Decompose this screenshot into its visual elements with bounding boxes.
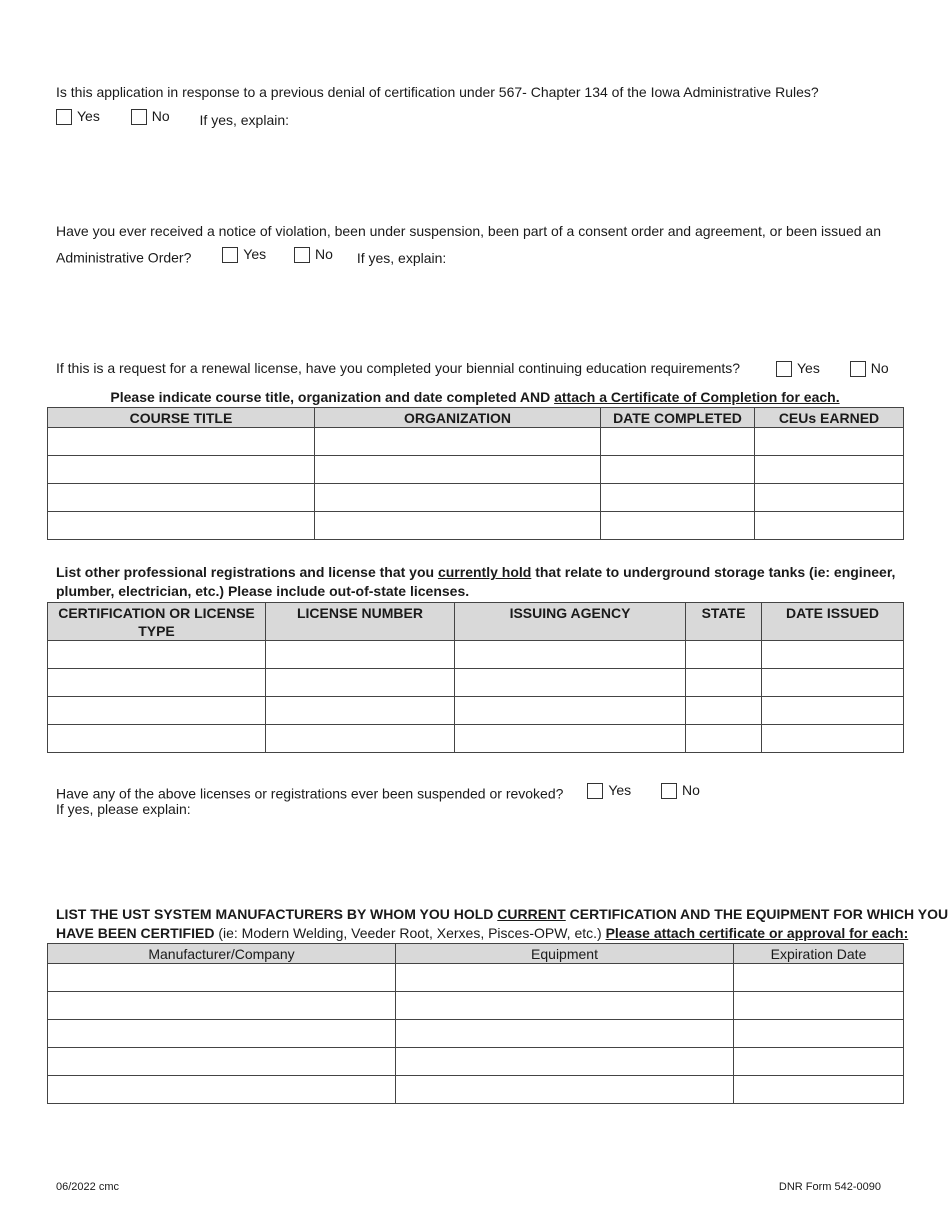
license-number-cell[interactable] <box>266 725 455 753</box>
renewal-no-label: No <box>870 360 889 376</box>
denial-yes-label: Yes <box>77 108 100 124</box>
violation-question-cont: Administrative Order? <box>56 249 192 266</box>
violation-yes-checkbox[interactable] <box>222 247 238 263</box>
date-completed-header: DATE COMPLETED <box>601 408 755 428</box>
table-row <box>48 484 904 512</box>
table-row <box>48 1076 904 1104</box>
date-issued-cell[interactable] <box>762 641 904 669</box>
equipment-cell[interactable] <box>396 1076 734 1104</box>
violation-yes-label: Yes <box>243 246 267 262</box>
date-completed-cell[interactable] <box>601 484 755 512</box>
expiration-date-cell[interactable] <box>734 1020 904 1048</box>
date-completed-cell[interactable] <box>601 512 755 540</box>
denial-options <box>56 105 289 132</box>
license-type-cell[interactable] <box>48 725 266 753</box>
license-number-cell[interactable] <box>266 641 455 669</box>
organization-header: ORGANIZATION <box>315 408 601 428</box>
organization-cell[interactable] <box>315 484 601 512</box>
ceus-cell[interactable] <box>755 484 904 512</box>
licenses-instruction <box>56 563 895 601</box>
courses-header-row <box>48 408 904 428</box>
denial-no-label: No <box>151 108 170 124</box>
equipment-cell[interactable] <box>396 964 734 992</box>
denial-no-option[interactable] <box>131 105 170 128</box>
table-row <box>48 725 904 753</box>
table-row <box>48 964 904 992</box>
manufacturers-instruction-b: CERTIFICATION AND THE EQUIPMENT FOR WHICH YOU <box>565 906 949 922</box>
license-type-header: CERTIFICATION OR LICENSE TYPE <box>48 603 266 641</box>
footer-date: 06/2022 cmc <box>56 1181 119 1193</box>
renewal-question: If this is a request for a renewal license, have you completed your biennial continuing education requirements? <box>56 360 741 376</box>
manufacturer-header: Manufacturer/Company <box>48 944 396 964</box>
table-row <box>48 1048 904 1076</box>
state-header: STATE <box>686 603 762 641</box>
suspended-no-checkbox[interactable] <box>661 783 677 799</box>
courses-instruction-text: Please indicate course title, organization and date completed AND <box>110 389 555 405</box>
equipment-cell[interactable] <box>396 1020 734 1048</box>
license-type-cell[interactable] <box>48 697 266 725</box>
renewal-no-option[interactable] <box>850 357 889 380</box>
table-row <box>48 669 904 697</box>
expiration-date-cell[interactable] <box>734 1076 904 1104</box>
organization-cell[interactable] <box>315 428 601 456</box>
date-completed-cell[interactable] <box>601 456 755 484</box>
denial-yes-option[interactable] <box>56 105 100 128</box>
issuing-agency-cell[interactable] <box>455 697 686 725</box>
licenses-instruction-b: that relate to underground storage tanks (ie: engineer, <box>531 564 896 580</box>
equipment-header: Equipment <box>396 944 734 964</box>
manufacturer-cell[interactable] <box>48 992 396 1020</box>
table-row <box>48 456 904 484</box>
suspended-no-label: No <box>682 782 700 798</box>
suspended-explain-label: If yes, please explain: <box>56 801 191 817</box>
date-issued-cell[interactable] <box>762 669 904 697</box>
courses-instruction-underlined: attach a Certificate of Completion for each. <box>554 389 840 405</box>
manufacturers-table <box>47 943 904 1104</box>
state-cell[interactable] <box>686 641 762 669</box>
renewal-options <box>776 357 889 384</box>
suspended-question: Have any of the above licenses or registrations ever been suspended or revoked? <box>56 785 564 802</box>
course-title-cell[interactable] <box>48 512 315 540</box>
violation-no-checkbox[interactable] <box>294 247 310 263</box>
equipment-cell[interactable] <box>396 1048 734 1076</box>
license-number-header: LICENSE NUMBER <box>266 603 455 641</box>
course-title-cell[interactable] <box>48 456 315 484</box>
manufacturers-instruction-a: LIST THE UST SYSTEM MANUFACTURERS BY WHOM YOU HOLD <box>56 906 498 922</box>
licenses-header-row <box>48 603 904 641</box>
manufacturer-cell[interactable] <box>48 1020 396 1048</box>
licenses-table <box>47 602 904 753</box>
manufacturers-header-row <box>48 944 904 964</box>
renewal-yes-label: Yes <box>797 360 820 376</box>
suspended-yes-checkbox[interactable] <box>587 783 603 799</box>
violation-no-option[interactable] <box>294 243 333 266</box>
suspended-yes-option[interactable] <box>587 779 631 802</box>
manufacturer-cell[interactable] <box>48 1076 396 1104</box>
courses-table <box>47 407 904 540</box>
renewal-yes-checkbox[interactable] <box>776 361 792 377</box>
manufacturers-instruction <box>56 905 948 943</box>
issuing-agency-cell[interactable] <box>455 641 686 669</box>
license-type-cell[interactable] <box>48 641 266 669</box>
renewal-yes-option[interactable] <box>776 357 820 380</box>
violation-question: Have you ever received a notice of violation, been under suspension, been part of a consent order and agreement, or been issued an <box>56 223 881 239</box>
manufacturers-instruction-examples: (ie: Modern Welding, Veeder Root, Xerxes, Pisces-OPW, etc.) <box>214 925 606 941</box>
suspended-no-option[interactable] <box>661 779 700 802</box>
denial-question: Is this application in response to a previous denial of certification under 567- Chapter 134 of the Iowa Administrative Rules? <box>56 84 819 100</box>
date-issued-cell[interactable] <box>762 697 904 725</box>
equipment-cell[interactable] <box>396 992 734 1020</box>
license-type-cell[interactable] <box>48 669 266 697</box>
manufacturers-instruction-c: HAVE BEEN CERTIFIED <box>56 925 215 941</box>
expiration-date-cell[interactable] <box>734 992 904 1020</box>
denial-no-checkbox[interactable] <box>131 109 147 125</box>
issuing-agency-cell[interactable] <box>455 669 686 697</box>
state-cell[interactable] <box>686 725 762 753</box>
date-issued-cell[interactable] <box>762 725 904 753</box>
expiration-date-cell[interactable] <box>734 964 904 992</box>
violation-no-label: No <box>315 246 333 262</box>
ceus-cell[interactable] <box>755 512 904 540</box>
manufacturer-cell[interactable] <box>48 1048 396 1076</box>
licenses-instruction-a: List other professional registrations and license that you <box>56 564 438 580</box>
footer-form-number: DNR Form 542-0090 <box>778 1181 881 1193</box>
violation-yes-option[interactable] <box>222 243 266 266</box>
organization-cell[interactable] <box>315 512 601 540</box>
date-issued-header: DATE ISSUED <box>762 603 904 641</box>
course-title-cell[interactable] <box>48 484 315 512</box>
ceus-earned-header: CEUs EARNED <box>755 408 904 428</box>
issuing-agency-header: ISSUING AGENCY <box>455 603 686 641</box>
violation-explain-label: If yes, explain: <box>356 249 447 266</box>
table-row <box>48 428 904 456</box>
ceus-cell[interactable] <box>755 428 904 456</box>
denial-yes-checkbox[interactable] <box>56 109 72 125</box>
course-title-header: COURSE TITLE <box>48 408 315 428</box>
expiration-date-cell[interactable] <box>734 1048 904 1076</box>
issuing-agency-cell[interactable] <box>455 725 686 753</box>
course-title-cell[interactable] <box>48 428 315 456</box>
licenses-instruction-c: plumber, electrician, etc.) Please include out-of-state licenses. <box>56 583 470 599</box>
table-row <box>48 641 904 669</box>
expiration-date-header: Expiration Date <box>734 944 904 964</box>
suspended-yes-label: Yes <box>608 782 632 798</box>
state-cell[interactable] <box>686 669 762 697</box>
table-row <box>48 992 904 1020</box>
violation-line2 <box>56 243 446 270</box>
ceus-cell[interactable] <box>755 456 904 484</box>
organization-cell[interactable] <box>315 456 601 484</box>
license-number-cell[interactable] <box>266 697 455 725</box>
manufacturers-instruction-attach: Please attach certificate or approval for each: <box>605 925 909 941</box>
licenses-instruction-underlined: currently hold <box>437 564 532 580</box>
license-number-cell[interactable] <box>266 669 455 697</box>
renewal-no-checkbox[interactable] <box>850 361 866 377</box>
date-completed-cell[interactable] <box>601 428 755 456</box>
table-row <box>48 1020 904 1048</box>
denial-explain-label: If yes, explain: <box>199 111 290 128</box>
manufacturer-cell[interactable] <box>48 964 396 992</box>
courses-instruction <box>0 387 950 407</box>
manufacturers-instruction-underlined: CURRENT <box>497 906 566 922</box>
state-cell[interactable] <box>686 697 762 725</box>
table-row <box>48 512 904 540</box>
table-row <box>48 697 904 725</box>
